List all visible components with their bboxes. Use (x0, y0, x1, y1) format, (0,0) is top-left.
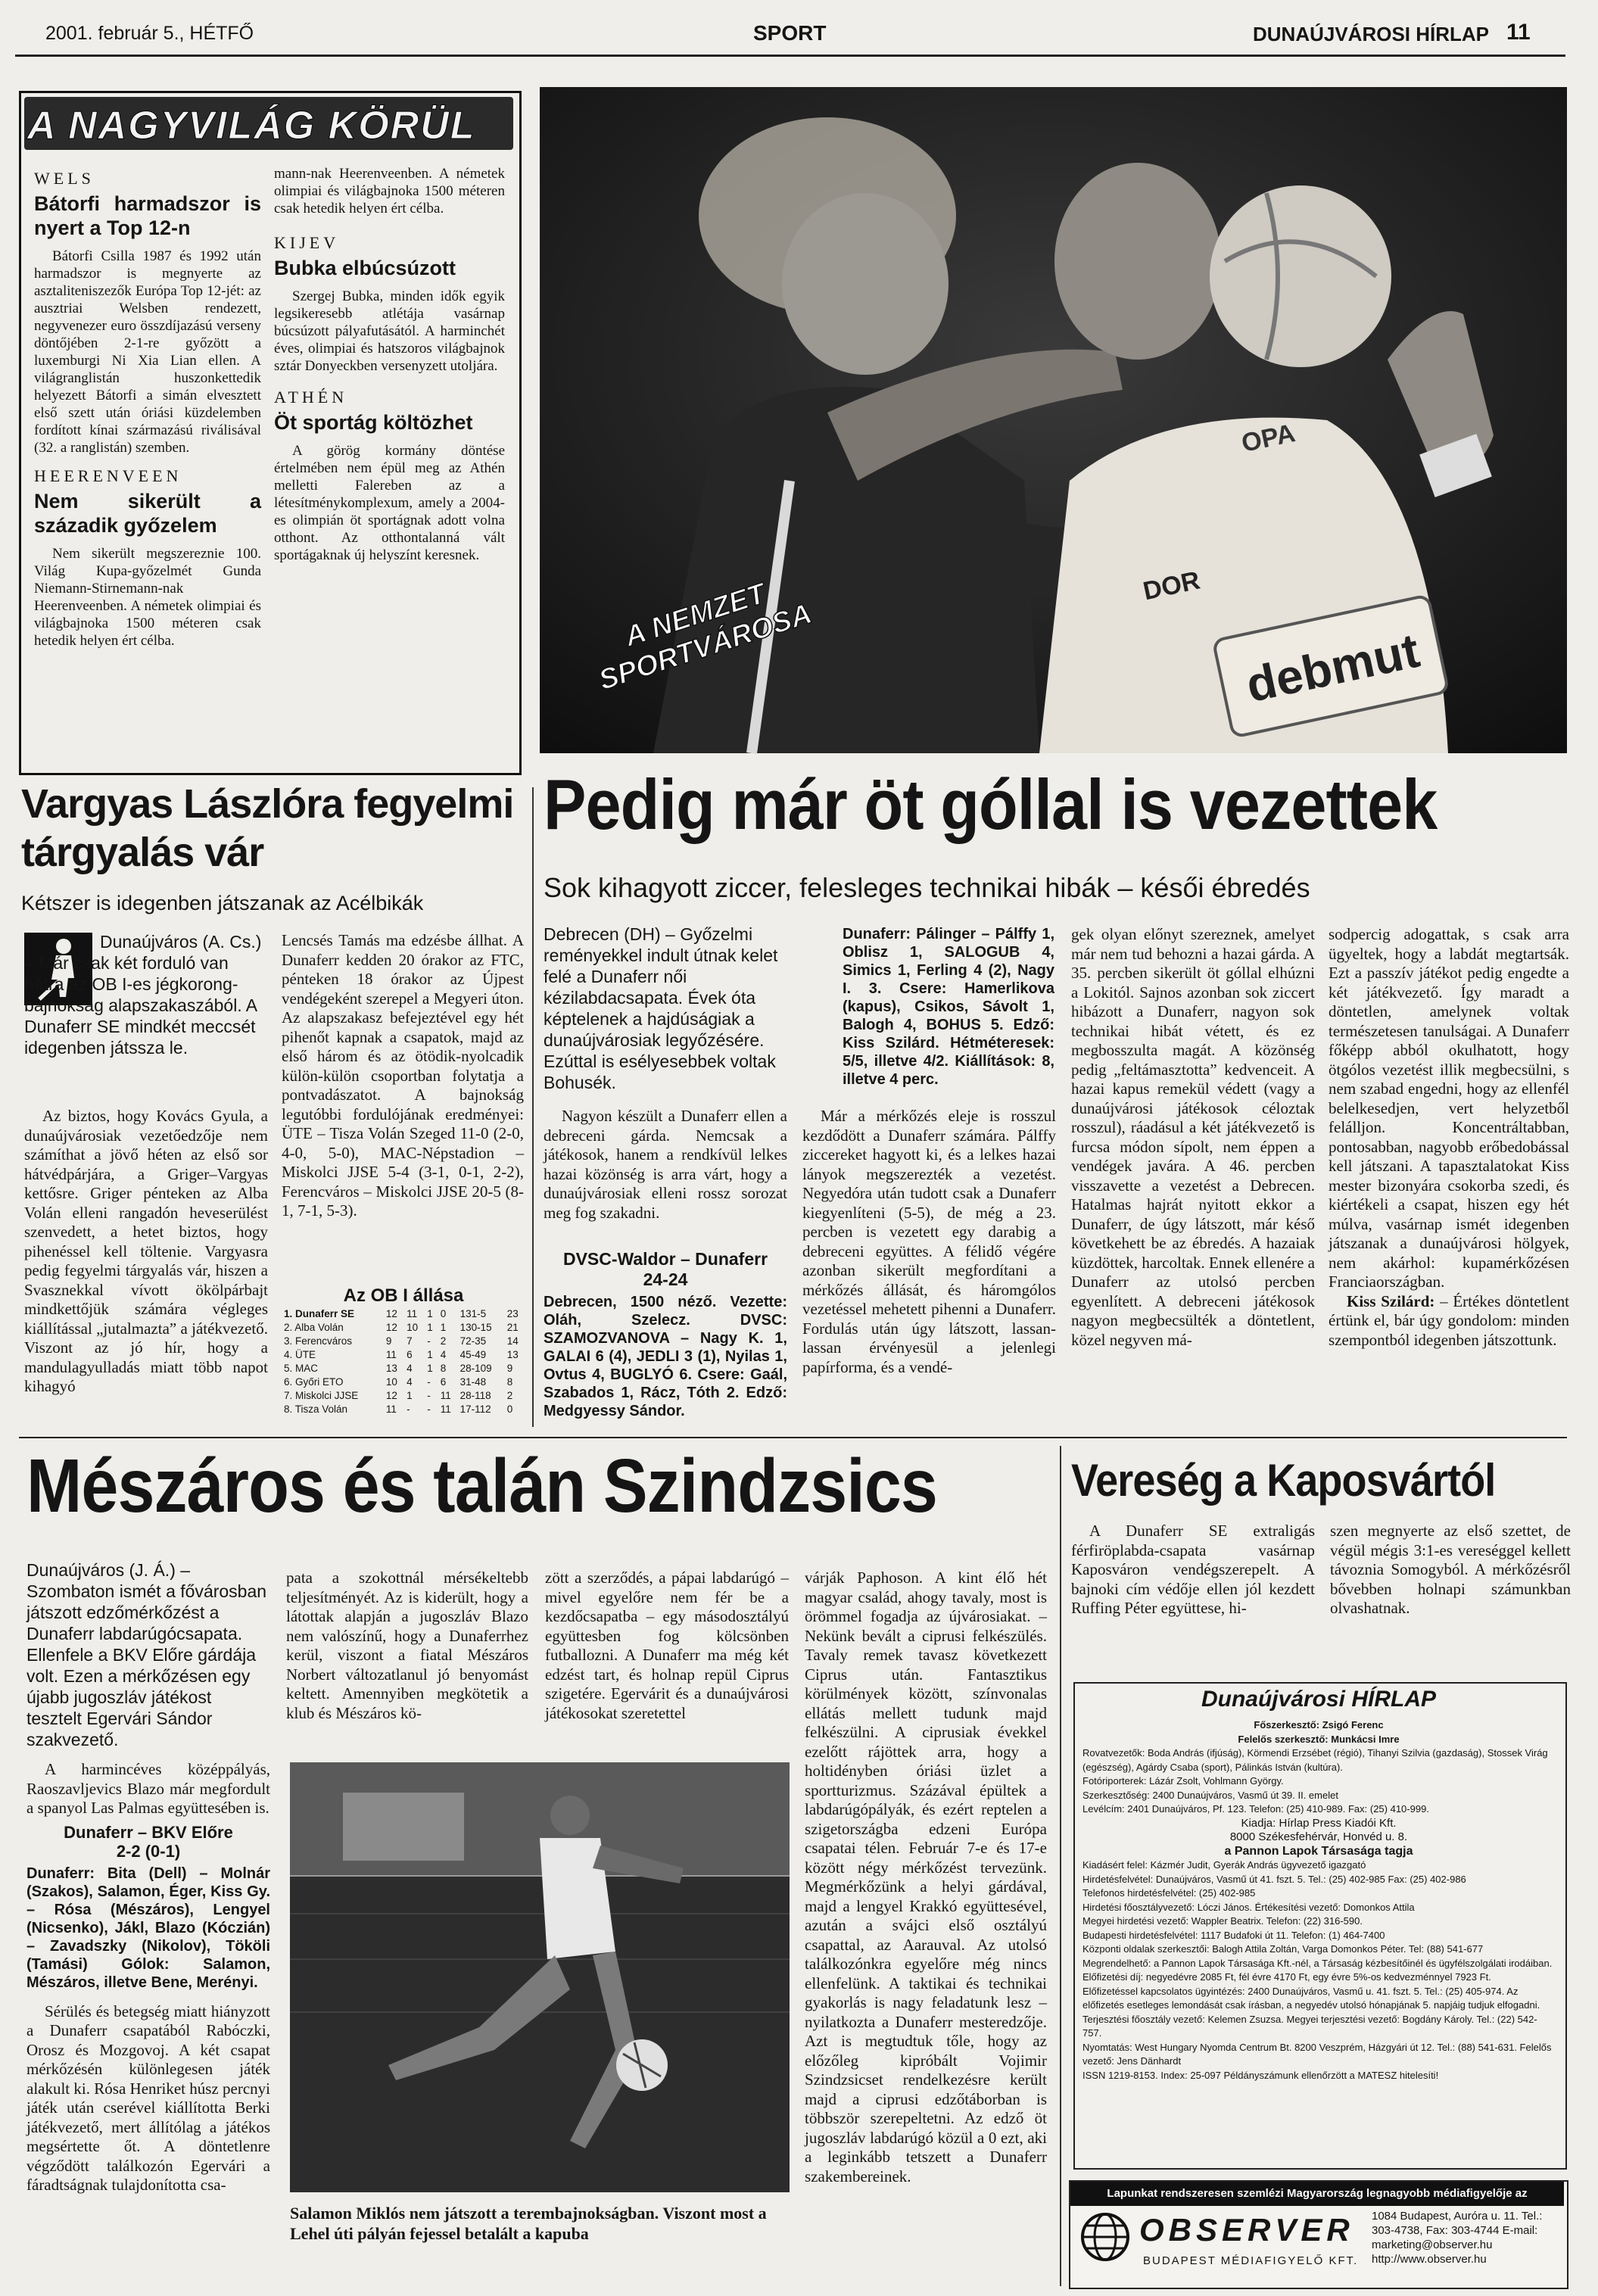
standings-row: 4. ÜTE 11 6 1 4 45-49 13 (284, 1349, 519, 1360)
pedig-score-title: DVSC-Waldor – Dunaferr (562, 1249, 768, 1269)
imprint-line: Főszerkesztő: Zsigó Ferenc (1254, 1719, 1384, 1731)
world-title-wels: Bátorfi harmadszor is nyert a Top 12-n (34, 192, 261, 239)
section-rule (19, 1437, 1567, 1438)
imprint-line: Terjesztési főosztály vezető: Kelemen Zsuzsa. Megyei terjesztési vezető: Bogdány Károly. Tel.: (22) 542-757. (1082, 2013, 1537, 2039)
jersey-text-opa: OPA (1238, 419, 1298, 458)
world-city-heerenveen: HEERENVEEN (34, 466, 182, 485)
standings-row: 8. Tisza Volán 11 - - 11 17-112 0 (284, 1403, 513, 1415)
imprint-line: Szerkesztőség: 2400 Dunaújváros, Vasmű út 39. II. emelet (1082, 1789, 1338, 1801)
imprint-line: 8000 Székesfehérvár, Honvéd u. 8. (1229, 1830, 1408, 1843)
page-number: 11 (1506, 20, 1531, 45)
jersey-text-debmut: debmut (1241, 622, 1425, 713)
vereseg-title: Vereség a Kaposvártól (1071, 1455, 1496, 1506)
pedig-lead: Debrecen (DH) – Győzelmi reményekkel indult útnak kelet felé a Dunaferr női kézilabdacsapata. Évek óta képtelenek a hajdúságiak a dunaújvárosiak legyőzésére. Ezúttal is esélyesebbek voltak Bohusék. (544, 924, 778, 1092)
world-col-right (274, 165, 505, 569)
pedig-box2: Dunaferr: Pálinger – Pálffy 1, Oblisz 1, SALOGUB 4, Simics 1, Ferling 4 (2), Nagy I. 3. Csere: Hamerlikova (kapus), Csikos, Sávolt 1, Balogh 4, BOHUS 5. Edző: Kiss Szilárd. Hétméteresek: 5/5, illetve 4/2. Kiállítások: 8, illetve 4 perc. (843, 926, 1054, 1088)
world-banner-text: A NAGYVILÁG KÖRÜL (27, 104, 476, 148)
world-text-heerenveen-cont: mann-nak Heerenveenben. A németek olimpiai és világbajnoka 1500 méteren csak hetedik helyen ért célba. (274, 166, 505, 217)
imprint-masthead: Dunaújvárosi HÍRLAP (1201, 1687, 1437, 1712)
imprint-line: ISSN 1219-8153. Index: 25-097 Példányszámunk ellenőrzött a MATESZ hitelesíti! (1082, 2069, 1439, 2081)
observer-globe-icon (1079, 2210, 1132, 2263)
pedig-score: 24-24 (643, 1269, 688, 1289)
imprint-line: Előfizetéssel kapcsolatos ügyintézés: 2400 Dunaújváros, Vasmű u. 41. fszt. 5. Tel.: (25) 405-974. Az előfizetés esetleges lemondását csak írásban, a negyedév utolsó hónapjának 5. napjáig tudjuk elfogadni. (1082, 1985, 1540, 2011)
world-text-kijev: Szergej Bubka, minden idők egyik legsikeresebb atlétája vasárnap búcsúzott pályafutásától. A harminchét éves, olimpiai és hatszoros világbajnok sztár Donyeckben versenyzett utoljára. (274, 288, 505, 374)
standings-row: 3. Ferencváros 9 7 - 2 72-35 14 (284, 1335, 519, 1347)
observer-headline: Lapunkat rendszeresen szemlézi Magyarország legnagyobb médiafigyelője az (1070, 2182, 1564, 2206)
vereseg-col2: szen megnyerte az első szettet, de végül mégis 3:1-es vereséggel kellett távoznia Somogyból. A mérkőzésről bővebben holnapi számunkban olvashatnak. (1330, 1522, 1571, 1617)
header-rule (15, 55, 1565, 57)
world-city-kijev: KIJEV (274, 233, 340, 252)
imprint-line: Rovatvezetők: Boda András (ifjúság), Körmendi Erzsébet (régió), Tihanyi Szilvia (gazdaság), Stossek Virág (egészség), Agárdy Csaba (sport), Pálinkás István (kultúra). (1082, 1747, 1548, 1773)
meszaros-lead: Dunaújváros (J. Á.) – Szombaton ismét a fővárosban játszott edzőmérkőzést a Dunaferr labdarúgócsapata. Ellenfele a BKV Előre gárdája volt. Ezen a mérkőzésen egy újabb jugoszláv játékost tesztelt Egervári Sándor szakvezető. (26, 1560, 267, 1749)
vereseg-col1: A Dunaferr SE extraligás férfiröplabda-csapata vasárnap Kaposváron vendégszerepelt. A bajnoki cím védője ellen jól kezdett Ruffing Péter együttese, hi- (1071, 1522, 1315, 1617)
pedig-subtitle: Sok kihagyott ziccer, felesleges technikai hibák – késői ébredés (544, 872, 1310, 903)
meszaros-col3: zött a szerződés, a pápai labdarúgó – mivel egyelőre nem fér be a kezdőcsapatba – egy másodosztályú együttesben fog kölcsönben futballozni. A Dunaferr ma még két edzést tart, és holnap repül Ciprus szigetére. Egervárit és a dunaújvárosi játékosokat szeretettel (545, 1569, 789, 1722)
standings-row: 2. Alba Volán 12 10 1 1 130-15 21 (284, 1322, 519, 1333)
world-city-athen: ATHÉN (274, 388, 348, 407)
pedig-quote-name: Kiss Szilárd: (1347, 1291, 1435, 1310)
imprint-text (1082, 1718, 1555, 2083)
photo-stamp: A NEMZET SPORTVÁROSA (595, 578, 816, 697)
world-title-athen: Öt sportág költözhet (274, 411, 473, 434)
pedig-box1: Debrecen, 1500 néző. Vezette: Oláh, Szelecz. DVSC: SZAMOZVANOVA – Nagy K. 1, GALAI 6 (4), JEDLI 3 (1), Nyilas 1, Ovtus 4, BUGLYÓ 6. Csere: Gaál, Szabados 1, Rácz, Tóth 2. Edző: Medgyessy Sándor. (544, 1294, 787, 1419)
pedig-col3: gek olyan előnyt szereznek, amelyet már nem tud behozni a hazai gárda. A 35. percben sikerült öt góllal elhúzni a Lokitól. Sajnos azonban sok ziccert hibázott a Dunaferr, nagyon sok technikai hibát vétett, és ez megbosszulta magát. A közönség pedig „feltámasztotta” kedvenceit. A hazai kapus remekül védett (vagy a dunaújvárosi játékosok céloztak rosszul), ráadásul a két játékvezető is furcsa módon sípolt, nem éppen a vendégek javára. A 46. percben visszavette a vezetést a Debrecen. Hatalmas hajrát nyitott ekkor a Dunaferr, de úgy látszott, már késő követkehett be az ébredés. A hazaiak küzdöttek, harcoltak. Ennek ellenére a Dunaferr az utolsó percben egyenlített. A debreceni játékosok nagyon megbecsülték a döntetlent, közel negyven má- (1071, 925, 1315, 1349)
vargyas-subtitle: Kétszer is idegenben játszanak az Acélbikák (21, 892, 424, 914)
standings-table (282, 1307, 525, 1416)
header-date: 2001. február 5., HÉTFŐ (45, 23, 254, 44)
meszaros-title: Mészáros és talán Szindzsics (26, 1444, 937, 1528)
imprint-line: Hirdetési főosztályvezető: Lóczi János. Értékesítési vezető: Domonkos Attila (1082, 1901, 1415, 1913)
header-section: SPORT (753, 21, 827, 45)
pedig-col2: Már a mérkőzés eleje is rosszul kezdődött a Dunaferr számára. Pálffy ziccereket hagyott ki, és a lelkes hazai lányok megszerezték a vezetést. Negyedóra után tudott csak a Dunaferr kiegyenlíteni (5-5), de még a 23. percben is vezetett egy darabig a debreceni együttes. A félidő végére azonban sikerült megfordítani a mérkőzés állását, és háromgólos vezetéssel mehetett pihenni a Dunaferr. Fordulás után úgy látszott, lassan-lassan érvényesül a jelenlegi papírforma, és a vendé- (802, 1107, 1056, 1376)
imprint-line: a Pannon Lapok Társasága tagja (1224, 1844, 1413, 1858)
meszaros-col1b: Sérülés és betegség miatt hiányzott a Dunaferr csapatából Rabóczki, Orosz és Mozgovoj. A két csapat mérkőzésén különlegesen játék alakult ki. Rósa Henriket húsz percnyi játék után cserével kiállította Berki játékvezető, mert állítólag a játékos megsértette őt. A döntetlenre végződött találkozón Egervári a fáradtságnak tulajdonította csa- (26, 2002, 270, 2194)
standings-row: 7. Miskolci JJSE 12 1 - 11 28-118 2 (284, 1390, 513, 1401)
observer-address: 1084 Budapest, Auróra u. 11. Tel.: 303-4738, Fax: 303-4744 E-mail: marketing@observer.hu http://www.observer.hu (1372, 2210, 1543, 2266)
meszaros-match: Dunaferr – BKV Előre (64, 1822, 233, 1842)
football-photo (290, 1762, 790, 2192)
meszaros-lineup: Dunaferr: Bita (Dell) – Molnár (Szakos), Salamon, Éger, Kiss Gy. – Rósa (Mészáros), Lengyel (Nicsenko), Jákl, Blazo (Kóczián) – Zavadszky (Nikolov), Tököli (Tamási) Gólok: Salamon, Mészáros, illetve Bene, Merényi. (26, 1865, 270, 1991)
pedig-col4 (1329, 925, 1569, 1350)
column-divider (532, 787, 534, 1427)
pedig-col4-text: sodpercig adogattak, s csak arra ügyeltek, hogy a labdát megtartsák. Ezt a passzív játékot pedig engedte a két játékvezető. Így maradt a döntetlen, amelynek voltak természetesen tanulságai. A Dunaferr főképp abból okulhatott, hogy ötgólos vezetést illik megbecsülni, s nem szabad engedni, hogy az ellenfél belelkesedjen, vert helyzetből felálljon. Koncentráltabban, pontosabban, nagyobb erőbedobással kell játszani. A tapasztalatokat Kiss mester bizonyára csokorba szedi, és kiértékeli a csapat, hiszen egy hét múlva, vasárnap ismét idegenben játszanak a dunaújvárosi hölgyek, nem akárhol: kupamérkőzésen Franciaországban. (1329, 925, 1569, 1291)
world-text-heerenveen: Nem sikerült megszereznie 100. Világ Kupa-győzelmét Gunda Niemann-Stirnemann-nak Heerenveenben. A németek olimpiai és világbajnoka 1500 méteren csak hetedik helyen ért célba. (34, 546, 261, 649)
imprint-line: Kiadásért felel: Kázmér Judit, Gyerák András ügyvezető igazgató (1082, 1859, 1366, 1871)
header-paper: DUNAÚJVÁROSI HÍRLAP (1253, 23, 1490, 45)
imprint-line: Felelős szerkesztő: Munkácsi Imre (1238, 1733, 1400, 1745)
vargyas-title: Vargyas Lászlóra fegyelmi tárgyalás vár (21, 781, 514, 875)
observer-sub: BUDAPEST MÉDIAFIGYELŐ KFT. (1143, 2254, 1359, 2267)
meszaros-col1 (26, 1760, 270, 2200)
world-title-kijev: Bubka elbúcsúzott (274, 257, 456, 279)
observer-brand: OBSERVER (1139, 2212, 1354, 2248)
pedig-scorebox (544, 1249, 787, 1420)
meszaros-match-score: 2-2 (0-1) (116, 1842, 181, 1861)
world-text-wels: Bátorfi Csilla 1987 és 1992 után harmadszor is megnyerte az asztaliteniszezők Európa Top 12-jét: az ausztriai Welsben rendezett, negyvenezer euro összdíjazású verseny döntőjében 2-1-re győzött a luxemburgi Ni Xia Lian ellen. A világranglistán huszonkettedik helyezett Bátorfi a simán elvesztett első szett után óriási küzdelemben fordított kínai származású riválisával (32. a ranglistán) szemben. (34, 248, 261, 456)
vargyas-lead: Dunaújváros (A. Cs.) – Már csak két forduló van hátra az OB I-es jégkorong-bajnokság alapszakaszából. A Dunaferr SE mindkét meccsét idegenben játssza le. (24, 932, 262, 1058)
vargyas-col1: Az biztos, hogy Kovács Gyula, a dunaújvárosiak vezetőedzője nem számíthat a jövő héten az első sor hátvédpárjára, a Griger–Vargyas kettősre. Griger pénteken az Alba Volán elleni rangadón heveserülést szenvedett, a hetet biztos, hogy pihenéssel kell töltenie. Vargyasra pedig fegyelmi tárgyalás vár, hiszen a Svasznekkal vívott ökölpárbajt mindkettőjük számára végleges kiállítással „jutalmazta” a játékvezető. Viszont az jó hír, hogy a mandulagyulladás miatt több napot kihagyó (24, 1107, 268, 1395)
imprint-line: Nyomtatás: West Hungary Nyomda Centrum Bt. 8200 Veszprém, Házgyári út 12. Tel.: (88) 541-631. Felelős vezető: Jens Dänhardt (1082, 2041, 1552, 2067)
pedig-col1: Nagyon készült a Dunaferr ellen a debreceni gárda. Nemcsak a játékosok, hanem a rendkívül lelkes hazai közönség is arra várt, hogy a dunaújvárosiak elleni rossz sorozat meg fog szakadni. (544, 1107, 787, 1222)
imprint-line: Kiadja: Hírlap Press Kiadói Kft. (1241, 1816, 1397, 1830)
world-title-heerenveen: Nem sikerült a századik győzelem (34, 490, 261, 537)
standings-row: 1. Dunaferr SE 12 11 1 0 131-5 23 (284, 1308, 519, 1319)
vargyas-standings (282, 1285, 525, 1416)
world-col-left (34, 160, 261, 649)
world-text-athen: A görög kormány döntése értelmében nem épül meg az Athén melletti Falereben az a létesítménykomplexum, amely a 2004-es olimpián öt sportágnak adott volna otthont. Az otthontalanná vált sportágaknak új helyszínt keresnek. (274, 443, 505, 563)
imprint-line: Megrendelhető: a Pannon Lapok Társasága Kft.-nél, a Társaság kézbesítőinél és ügyfélszolgálati irodáiban. Előfizetési díj: negyedévre 2085 Ft, fél évre 4170 Ft, egy évre 5%-os kedvezménnyel 7923 Ft. (1082, 1957, 1553, 1983)
meszaros-col4: várják Paphoson. A kint élő hét magyar család, ahogy tavaly, most is örömmel fogadja az újvárosiakat. – Nekünk bevált a ciprusi felkészülés. Tavaly remek tavasz következett Ciprus után. Fantasztikus körülmények között, színvonalas ellátás mellett tudunk majd felkészülni. A ciprusiak évekkel ezelőtt rájöttek arra, hogy a holtidényben óriási üzlet a sportturizmus. Százával épültek a labdarúgópályák, és ezért reptelen a szigetországba edzeni Európa csapatai télen. Február 7-e és 17-e között négy mérkőzést tervezünk. Megmérkőzünk a helyi gárdával, majd a lengyel Krakkó együttesével, azután a svájci első osztályú csapattal, az Aarauval. Az utolsó találkozónkra egyelőre még nincs ellenfelünk. A taktikai és technikai gyakorlás is nagy feladatunk lesz – nyilatkozta a Dunaferr mesteredzője. Azt is megtudtuk tőle, hogy az előzőleg kipróbált Vojimir Szindzsicset rendelkezésre került majd a ciprusi edzőtáborban is többször szerepeltetni. Az edző öt jugoszláv labdarúgó közül a 0 ezt, aki a leginkább tetszett a Dunaferr szakembereinek. (805, 1569, 1047, 2185)
imprint-line: Budapesti hirdetésfelvétel: 1117 Budafoki út 11. Telefon: (1) 464-7400 (1082, 1929, 1385, 1941)
standings-title: Az OB I állása (343, 1285, 464, 1306)
vargyas-col2: Lencsés Tamás ma edzésbe állhat. A Dunaferr kedden 20 órakor az FTC, pénteken 18 órakor az Újpest vendégeként szerepel a Megyeri úton. Az alapszakasz befejeztével egy hét pihenőt kapnak a csapatok, majd az első három és az ötödik-nyolcadik külön-külön csoportban folytatja a pontvadászatot. A bajnokság legutóbbi fordulójának eredményei: ÜTE – Tisza Volán Szeged 11-0 (2-0, 4-0, 5-0), MAC-Népstadion – Miskolci JJSE 5-4 (3-1, 0-1, 2-2), Ferencváros – Miskolci JJSE 20-5 (8-1, 7-1, 5-3). (282, 931, 524, 1220)
football-photo-art (290, 1762, 790, 2192)
standings-row: 6. Győri ETO 10 4 - 6 31-48 8 (284, 1376, 513, 1388)
imprint-line: Megyei hirdetési vezető: Wappler Beatrix. Telefon: (22) 316-590. (1082, 1915, 1363, 1927)
imprint-line: Központi oldalak szerkesztői: Balogh Attila Zoltán, Varga Domonkos Péter. Tel: (88) 541-677 (1082, 1943, 1484, 1955)
pedig-title: Pedig már öt góllal is vezettek (544, 765, 1438, 844)
pedig-quote: – Értékes döntetlent értünk el, bár úgy gondolom: minden szempontból idegenben játszottunk. (1329, 1291, 1569, 1349)
meszaros-col2: pata a szokottnál mérsékeltebb teljesítményét. Az is kiderült, hogy a látottak alapján a jugoszláv Blazo nem valószínű, hogy a Dunaferrhez kerül, viszont a fiatal Mészáros Norbert változatlanul jó benyomást keltett. Amennyiben megkötetik a klub és Mészáros kö- (286, 1569, 528, 1722)
imprint-line: Hirdetésfelvétel: Dunaújváros, Vasmű út 41. fszt. 5. Tel.: (25) 402-985 Fax: (25) 402-986 (1082, 1873, 1466, 1885)
imprint-line: Levélcím: 2401 Dunaújváros, Pf. 123. Telefon: (25) 410-989. Fax: (25) 410-999. (1082, 1803, 1429, 1815)
column-divider (1060, 1446, 1061, 2286)
imprint-line: Fotóriporterek: Lázár Zsolt, Vohlmann György. (1082, 1775, 1284, 1787)
standings-row: 5. MAC 13 4 1 8 28-109 9 (284, 1363, 513, 1374)
meszaros-col1a: A harmincéves középpályás, Raoszavljevics Blazo már megfordult a spanyol Las Palmas együttesében is. (26, 1760, 270, 1817)
world-city-wels: WELS (34, 169, 95, 188)
football-caption: Salamon Miklós nem játszott a terembajnokságban. Viszont most a Lehel úti pályán fejessel betalált a kapuba (290, 2204, 767, 2243)
jersey-text-dor: DOR (1140, 565, 1203, 606)
imprint-line: Telefonos hirdetésfelvétel: (25) 402-985 (1082, 1887, 1256, 1899)
